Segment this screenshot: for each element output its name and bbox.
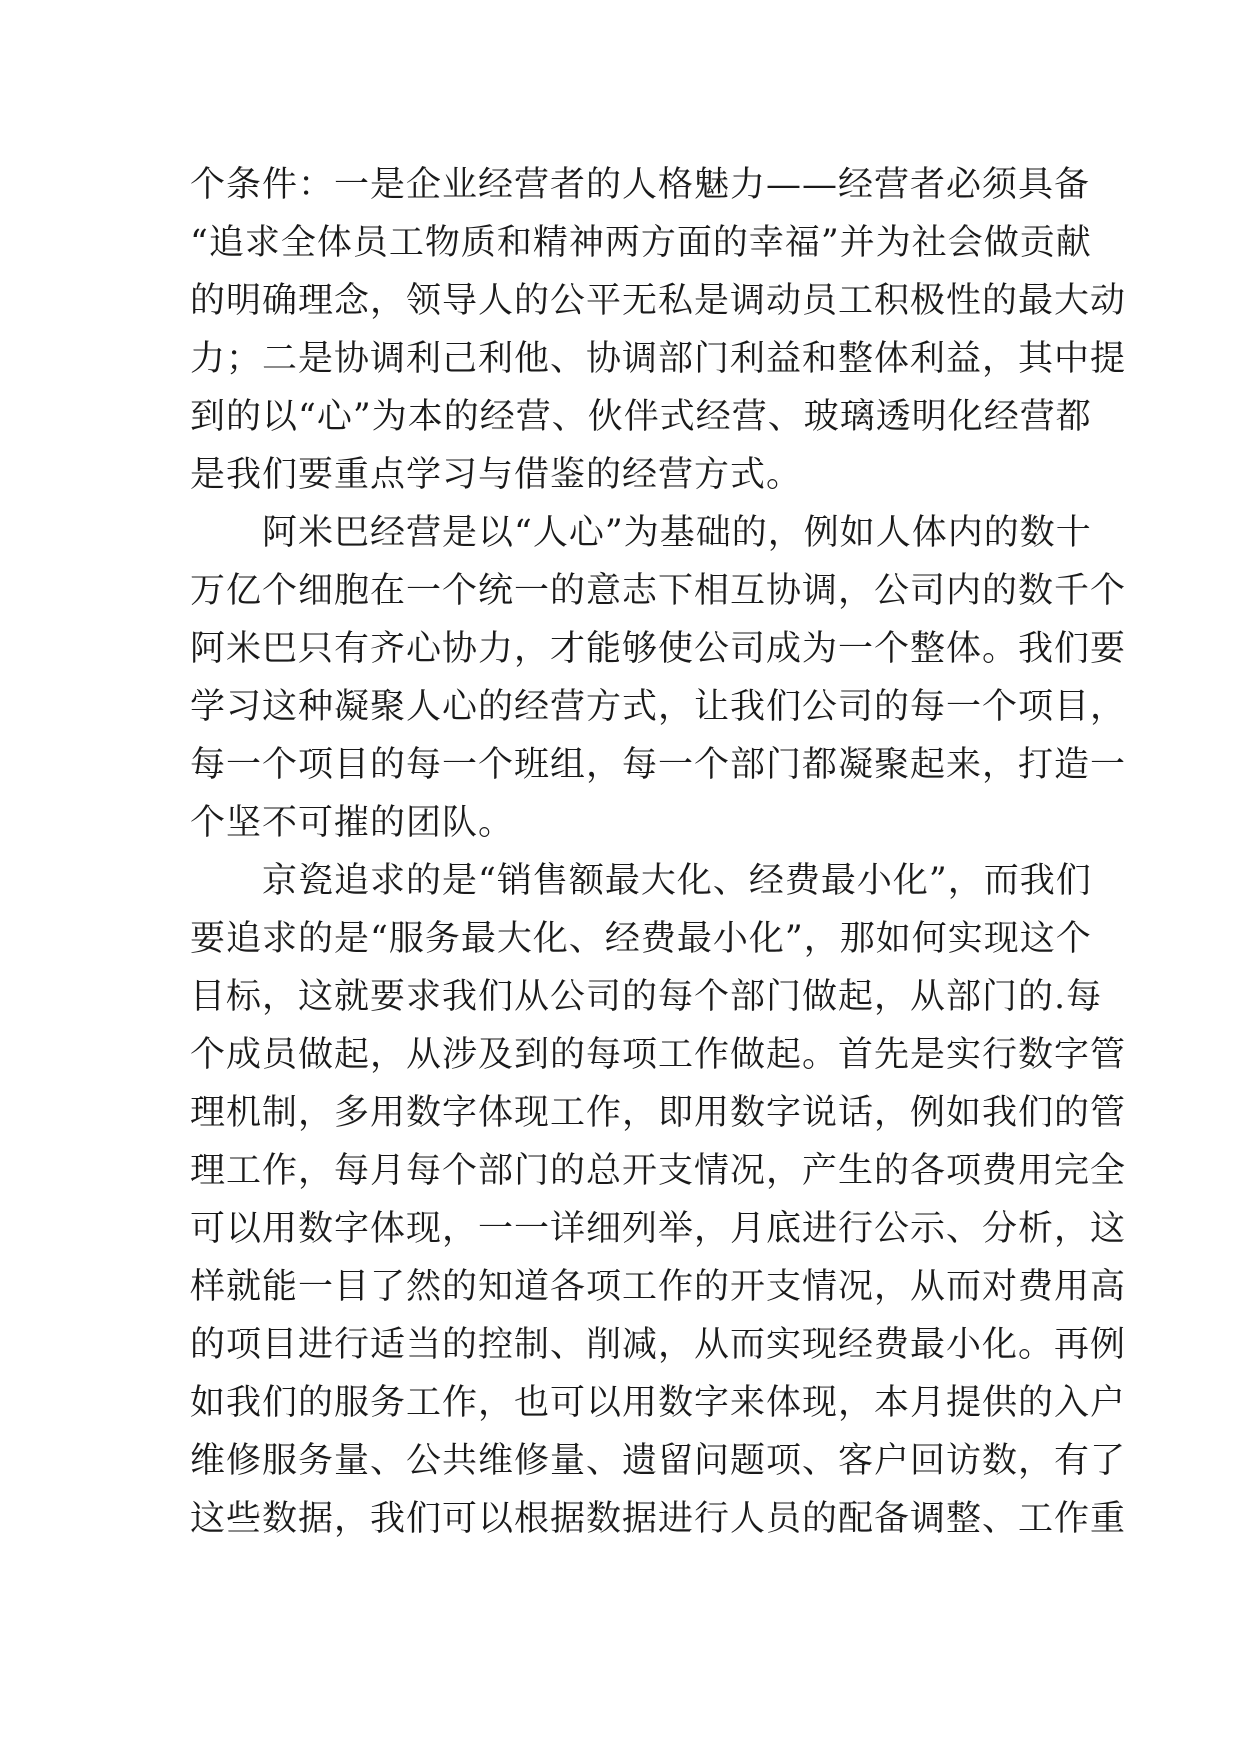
text-line: 理工作，每月每个部门的总开支情况，产生的各项费用完全 [190, 1151, 1127, 1191]
text-line: 可以用数字体现，一一详细列举，月底进行公示、分析，这 [190, 1209, 1127, 1249]
text-line: 理机制，多用数字体现工作，即用数字说话，例如我们的管 [190, 1093, 1127, 1133]
text-line: 到的以“心”为本的经营、伙伴式经营、玻璃透明化经营都 [190, 397, 1092, 437]
text-line: 样就能一目了然的知道各项工作的开支情况，从而对费用高 [190, 1267, 1127, 1307]
text-line: 如我们的服务工作，也可以用数字来体现，本月提供的入户 [190, 1383, 1127, 1423]
text-line: 万亿个细胞在一个统一的意志下相互协调，公司内的数千个 [190, 571, 1127, 611]
text-line: 的明确理念，领导人的公平无私是调动员工积极性的最大动 [190, 281, 1127, 321]
text-line: 目标，这就要求我们从公司的每个部门做起，从部门的.每 [190, 977, 1103, 1017]
text-line: 个坚不可摧的团队。 [190, 803, 515, 843]
text-line: 是我们要重点学习与借鉴的经营方式。 [190, 455, 803, 495]
text-line: 个条件：一是企业经营者的人格魅力——经营者必须具备 [190, 165, 1091, 205]
text-line: 要追求的是“服务最大化、经费最小化”，那如何实现这个 [190, 919, 1092, 959]
text-line: 个成员做起，从涉及到的每项工作做起。首先是实行数字管 [190, 1035, 1127, 1075]
text-line: 阿米巴经营是以“人心”为基础的，例如人体内的数十 [190, 513, 1092, 553]
text-line: 阿米巴只有齐心协力，才能够使公司成为一个整体。我们要 [190, 629, 1127, 669]
text-line: 维修服务量、公共维修量、遗留问题项、客户回访数，有了 [190, 1441, 1127, 1481]
text-line: 每一个项目的每一个班组，每一个部门都凝聚起来，打造一 [190, 745, 1127, 785]
text-line: 京瓷追求的是“销售额最大化、经费最小化”，而我们 [190, 861, 1092, 901]
text-line: 学习这种凝聚人心的经营方式，让我们公司的每一个项目， [190, 687, 1127, 727]
text-line: 这些数据，我们可以根据数据进行人员的配备调整、工作重 [190, 1499, 1127, 1539]
text-line: “追求全体员工物质和精神两方面的幸福”并为社会做贡献 [190, 223, 1092, 263]
text-line: 的项目进行适当的控制、削减，从而实现经费最小化。再例 [190, 1325, 1127, 1365]
text-line: 力；二是协调利己利他、协调部门利益和整体利益，其中提 [190, 339, 1127, 379]
